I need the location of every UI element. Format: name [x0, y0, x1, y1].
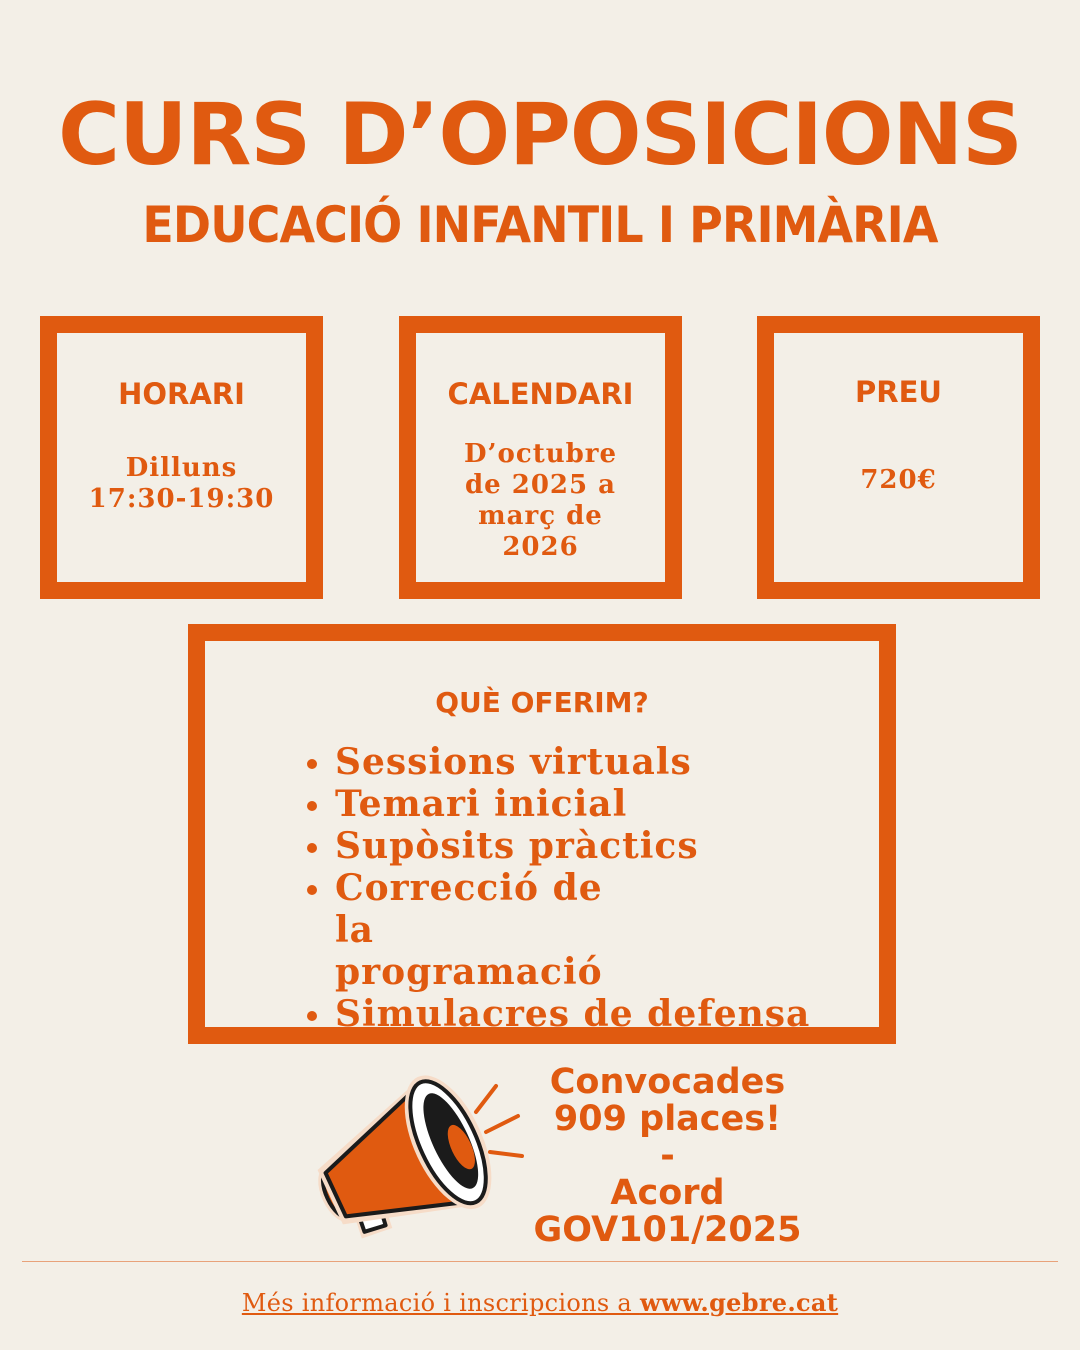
announcement-line: Acord: [610, 1173, 725, 1213]
calendari-text: D’octubre de 2025 a març de 2026: [463, 439, 618, 562]
horari-box: [40, 316, 323, 599]
horari-title: HORARI: [118, 377, 245, 411]
announcement-line: Convocades: [549, 1062, 786, 1102]
footer: [0, 1288, 1080, 1317]
announcement-line: GOV101/2025: [533, 1210, 802, 1250]
offer-title: QUÈ OFERIM?: [435, 686, 649, 719]
calendari-box: [399, 316, 682, 599]
divider: [22, 1261, 1058, 1262]
preu-box: [757, 316, 1040, 599]
offer-list: [305, 741, 815, 1035]
footer-link[interactable]: www.gebre.cat: [639, 1288, 839, 1317]
preu-text: 720€: [860, 465, 937, 495]
horari-text: Dilluns 17:30-19:30: [88, 453, 275, 514]
announcement: [520, 1064, 815, 1249]
offer-item: Supòsits pràctics: [305, 825, 815, 867]
calendari-title: CALENDARI: [447, 377, 634, 411]
offer-item: Sessions virtuals: [305, 741, 815, 783]
announcement-separator: -: [660, 1136, 675, 1176]
page-title: CURS D’OPOSICIONS: [58, 85, 1022, 185]
offer-item: Correcció de la programació: [305, 867, 655, 993]
megaphone-icon: [300, 1060, 530, 1250]
offer-item: Simulacres de defensa: [305, 993, 815, 1035]
page-subtitle: EDUCACIÓ INFANTIL I PRIMÀRIA: [142, 196, 938, 254]
footer-text: Més informació i inscripcions a: [241, 1289, 640, 1317]
offer-item: Temari inicial: [305, 783, 815, 825]
announcement-line: 909 places!: [553, 1099, 782, 1139]
offer-box: [188, 624, 896, 1044]
preu-title: PREU: [855, 375, 942, 409]
